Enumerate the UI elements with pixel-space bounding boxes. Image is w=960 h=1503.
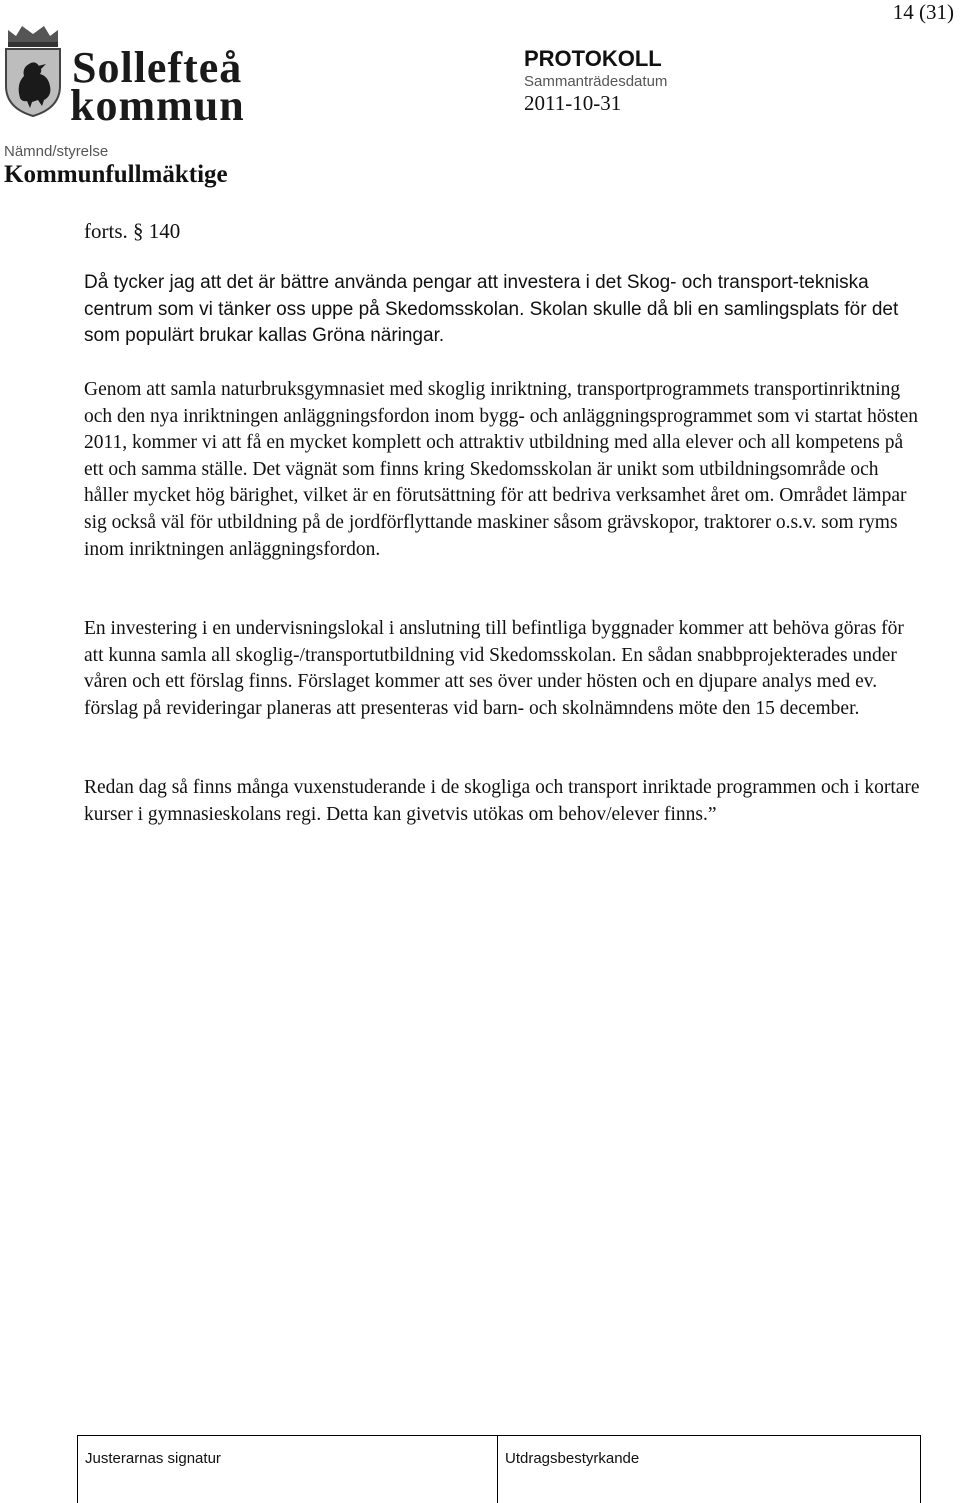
extract-certification-box [498,1436,920,1503]
logo-text-line2: kommun [70,81,245,130]
page-number: 14 (31) [892,0,954,24]
meeting-date: 2011-10-31 [524,91,622,115]
municipality-logo [2,18,260,130]
board-name: Kommunfullmäktige [4,161,228,188]
body-paragraph: Redan dag så finns många vuxenstuderande i de skogliga och transport inriktade programmen och i kortare kurser i gymnasieskolans regi. Detta kan givetvis utökas om behov/elever finns.” [84,777,920,825]
board-label: Nämnd/styrelse [4,143,109,160]
logo-text-line1: Sollefteå [72,43,243,92]
body-paragraph: Genom att samla naturbruksgymnasiet med skoglig inriktning, transportprogrammets transportinriktning och den nya inriktningen anläggningsfordon inom bygg- och anläggningsprogrammet som vi startat hösten 2011, kommer vi att få en mycket komplett och attraktiv utbildning med alla elever och all kompetens på ett och samma ställe. Det vägnät som finns kring Skedomsskolan är unikt som utbildningsområde och håller mycket hög bärighet, vilket är en förutsättning för att bedriva verksamhet året om. Området lämpar sig också väl för utbildning på de jordförflyttande maskiner såsom grävskopor, traktorer o.s.v. som ryms inom inriktningen anläggningsfordon. [84,379,919,560]
reviewer-signature-label: Justerarnas signatur [85,1450,221,1467]
signature-footer [77,1435,921,1503]
body-paragraph: Då tycker jag att det är bättre använda pengar att investera i det Skog- och transport-tekniska centrum som vi tänker oss uppe på Skedomsskolan. Skolan skulle då bli en samlingsplats för det som populärt brukar kallas Gröna näringar. [84,272,899,347]
section-reference: forts. § 140 [84,219,181,243]
document-type: PROTOKOLL [524,46,662,71]
extract-certification-label: Utdragsbestyrkande [505,1450,640,1467]
meeting-date-label: Sammanträdesdatum [524,73,668,90]
reviewer-signature-box [78,1436,498,1503]
body-paragraph: En investering i en undervisningslokal i anslutning till befintliga byggnader kommer att behöva göras för att kunna samla all skoglig-/transportutbildning vid Skedomsskolan. En sådan snabbprojekterades under våren och ett förslag finns. Förslaget kommer att ses över under hösten och en djupare analys med ev. förslag på revideringar planeras att presenteras vid barn- och skolnämndens möte den 15 december. [84,618,904,719]
coat-of-arms-icon [2,24,64,118]
